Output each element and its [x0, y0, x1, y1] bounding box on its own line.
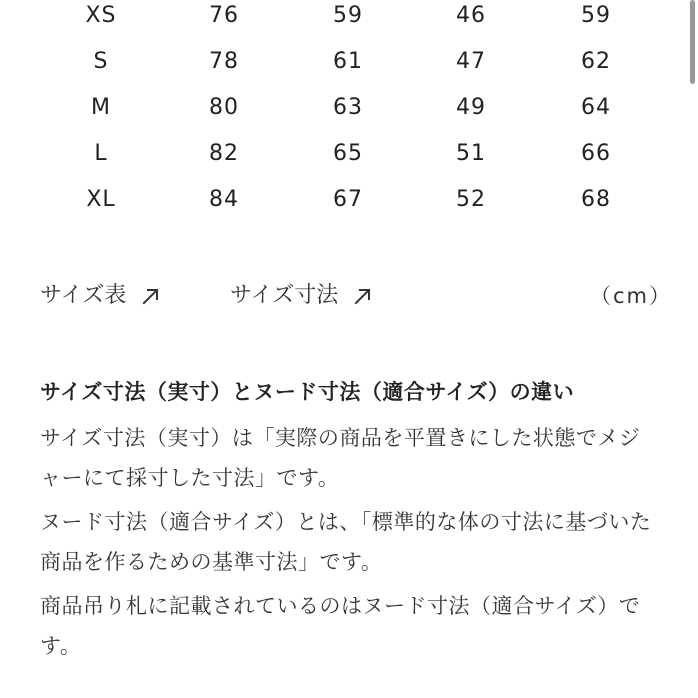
size-row-xs [0, 0, 690, 39]
size-chart-link[interactable] [40, 276, 162, 316]
size-row-m [0, 85, 690, 131]
size-row-s [0, 39, 690, 85]
size-row-xl [0, 177, 690, 223]
paragraph: ヌード寸法（適合サイズ）とは、「標準的な体の寸法に基づいた商品を作るための基準寸法」です。 [40, 510, 652, 574]
size-row-l [0, 131, 690, 177]
size-label: XL [86, 187, 116, 212]
measure-value: 67 [333, 187, 363, 212]
measure-value: 59 [333, 3, 363, 28]
measure-value: 65 [333, 141, 363, 166]
measure-value: 49 [456, 95, 486, 120]
measure-value: 78 [209, 49, 239, 74]
measure-value: 63 [333, 95, 363, 120]
measure-value: 47 [456, 49, 486, 74]
measure-value: 68 [581, 187, 611, 212]
size-links-row [0, 276, 698, 316]
size-label: XS [85, 3, 117, 28]
measure-value: 52 [456, 187, 486, 212]
scrollbar[interactable] [690, 0, 695, 84]
size-label: M [91, 95, 111, 120]
unit-label: （cm） [590, 284, 673, 308]
measure-value: 66 [581, 141, 611, 166]
measure-value: 59 [581, 3, 611, 28]
arrow-up-right-icon [140, 285, 162, 307]
measure-value: 64 [581, 95, 611, 120]
size-explanation [40, 372, 660, 670]
arrow-up-right-icon [352, 285, 374, 307]
section-heading: サイズ寸法（実寸）とヌード寸法（適合サイズ）の違い [40, 380, 575, 404]
paragraph: サイズ寸法（実寸）は「実際の商品を平置きにした状態でメジャーにて採寸した寸法」です。 [40, 426, 641, 490]
size-label: L [94, 141, 108, 166]
measure-value: 62 [581, 49, 611, 74]
measure-value: 76 [209, 3, 239, 28]
measure-value: 80 [209, 95, 239, 120]
measure-value: 46 [456, 3, 486, 28]
size-label: S [93, 49, 109, 74]
size-chart-link-label: サイズ表 [40, 283, 127, 308]
size-measurements-link[interactable] [230, 276, 374, 316]
paragraph: 商品吊り札に記載されているのはヌード寸法（適合サイズ）です。 [40, 594, 641, 658]
size-table [0, 0, 690, 223]
size-measurements-link-label: サイズ寸法 [230, 283, 339, 308]
measure-value: 82 [209, 141, 239, 166]
measure-value: 84 [209, 187, 239, 212]
measure-value: 51 [456, 141, 486, 166]
measure-value: 61 [333, 49, 363, 74]
